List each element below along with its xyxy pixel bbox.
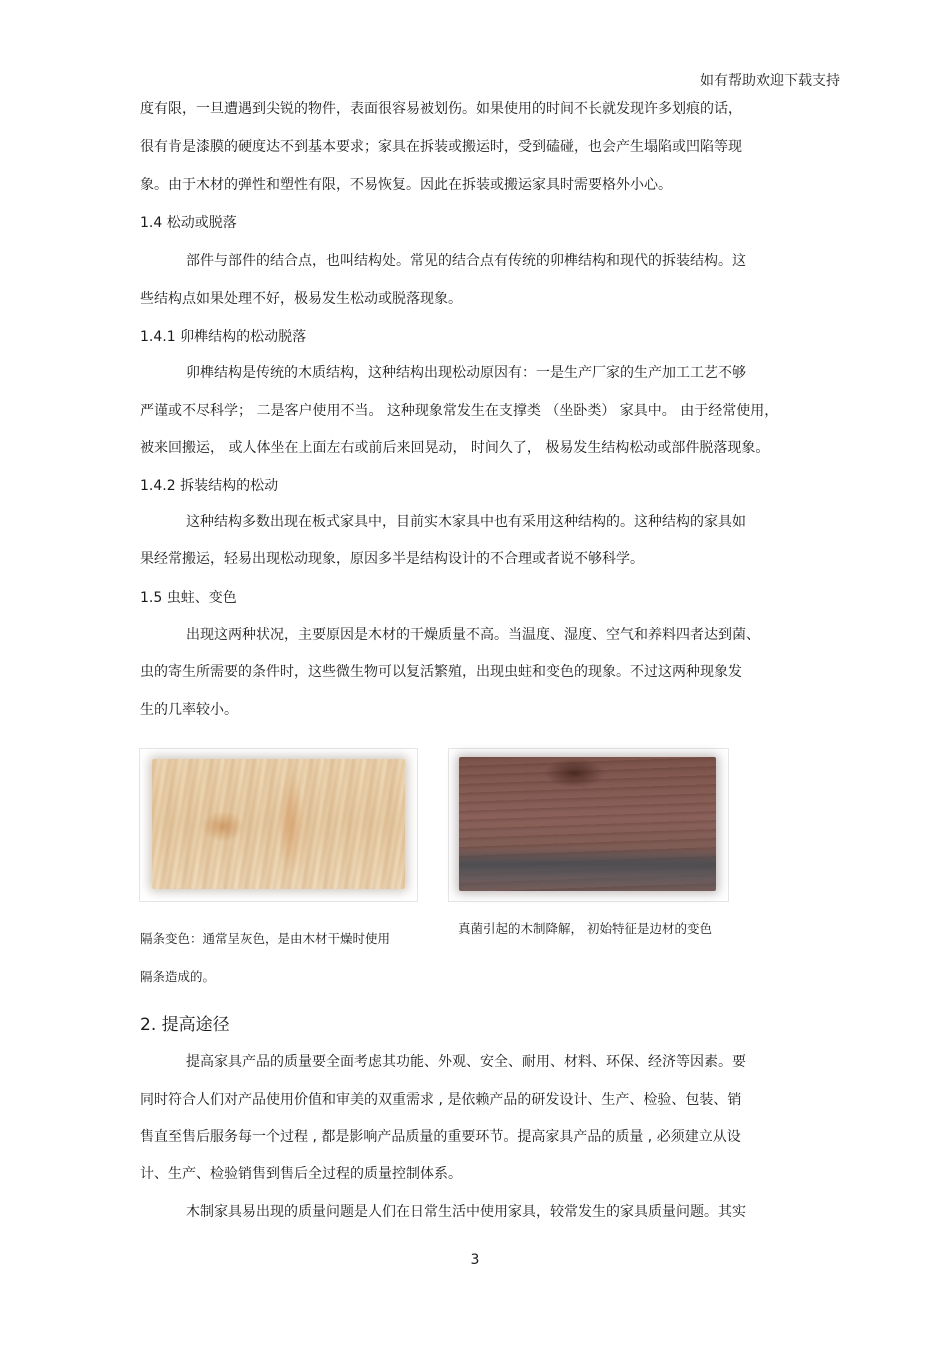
body-line: 象。由于木材的弹性和塑性有限，不易恢复。因此在拆装或搬运家具时需要格外小心。 [140, 177, 672, 193]
body-line: 部件与部件的结合点，也叫结构处。常见的结合点有传统的卯榫结构和现代的拆装结构。这 [186, 253, 746, 269]
body-line: 被来回搬运， 或人体坐在上面左右或前后来回晃动， 时间久了， 极易发生结构松动或部件脱落现象。 [140, 440, 770, 456]
section-title: 2. 提高途径 [140, 1015, 230, 1035]
body-line: 生的几率较小。 [140, 702, 238, 718]
page-number: 3 [470, 1252, 480, 1268]
body-line: 些结构点如果处理不好，极易发生松动或脱落现象。 [140, 291, 462, 307]
header-note: 如有帮助欢迎下载支持 [700, 73, 840, 89]
section-heading: 1.5 虫蛀、变色 [140, 590, 237, 606]
body-line: 很有肯是漆膜的硬度达不到基本要求；家具在拆装或搬运时，受到磕碰，也会产生塌陷或凹陷等现 [140, 139, 742, 155]
subsection-heading: 1.4.2 拆装结构的松动 [140, 478, 279, 494]
body-line: 严谨或不尽科学； 二是客户使用不当。 这种现象常发生在支撑类 （坐卧类） 家具中。 由于经常使用， [140, 403, 779, 419]
body-line: 虫的寄生所需要的条件时，这些微生物可以复活繁殖，出现虫蛀和变色的现象。不过这两种现象发 [140, 664, 742, 680]
body-line: 计、生产、检验销售到售后全过程的质量控制体系。 [140, 1166, 462, 1182]
body-line: 提高家具产品的质量要全面考虑其功能、外观、安全、耐用、材料、环保、经济等因素。要 [186, 1054, 746, 1070]
body-line: 出现这两种状况，主要原因是木材的干燥质量不高。当温度、湿度、空气和养料四者达到菌、 [186, 627, 760, 643]
body-line: 同时符合人们对产品使用价值和审美的双重需求 , 是依赖产品的研发设计、生产、检验、包装、销 [140, 1092, 742, 1108]
body-line: 卯榫结构是传统的木质结构，这种结构出现松动原因有：一是生产厂家的生产加工工艺不够 [186, 365, 746, 381]
body-line: 木制家具易出现的质量问题是人们在日常生活中使用家具，较常发生的家具质量问题。其实 [186, 1204, 746, 1220]
dark-wood-photo [448, 748, 729, 902]
body-line: 度有限，一旦遭遇到尖锐的物件，表面很容易被划伤。如果使用的时间不长就发现许多划痕的话， [140, 101, 742, 117]
subsection-heading: 1.4.1 卯榫结构的松动脱落 [140, 329, 307, 345]
body-line: 售直至售后服务每一个过程 , 都是影响产品质量的重要环节。提高家具产品的质量 , 必须建立从设 [140, 1129, 741, 1145]
figure-caption: 隔条变色：通常呈灰色，是由木材干燥时使用 [140, 931, 391, 946]
section-heading: 1.4 松动或脱落 [140, 215, 237, 231]
body-line: 果经常搬运，轻易出现松动现象，原因多半是结构设计的不合理或者说不够科学。 [140, 551, 644, 567]
light-wood-photo [139, 748, 418, 902]
figure-caption: 隔条造成的。 [140, 969, 216, 984]
figure-caption: 真菌引起的木制降解， 初始特征是边材的变色 [458, 921, 712, 936]
body-line: 这种结构多数出现在板式家具中，目前实木家具中也有采用这种结构的。这种结构的家具如 [186, 514, 746, 530]
